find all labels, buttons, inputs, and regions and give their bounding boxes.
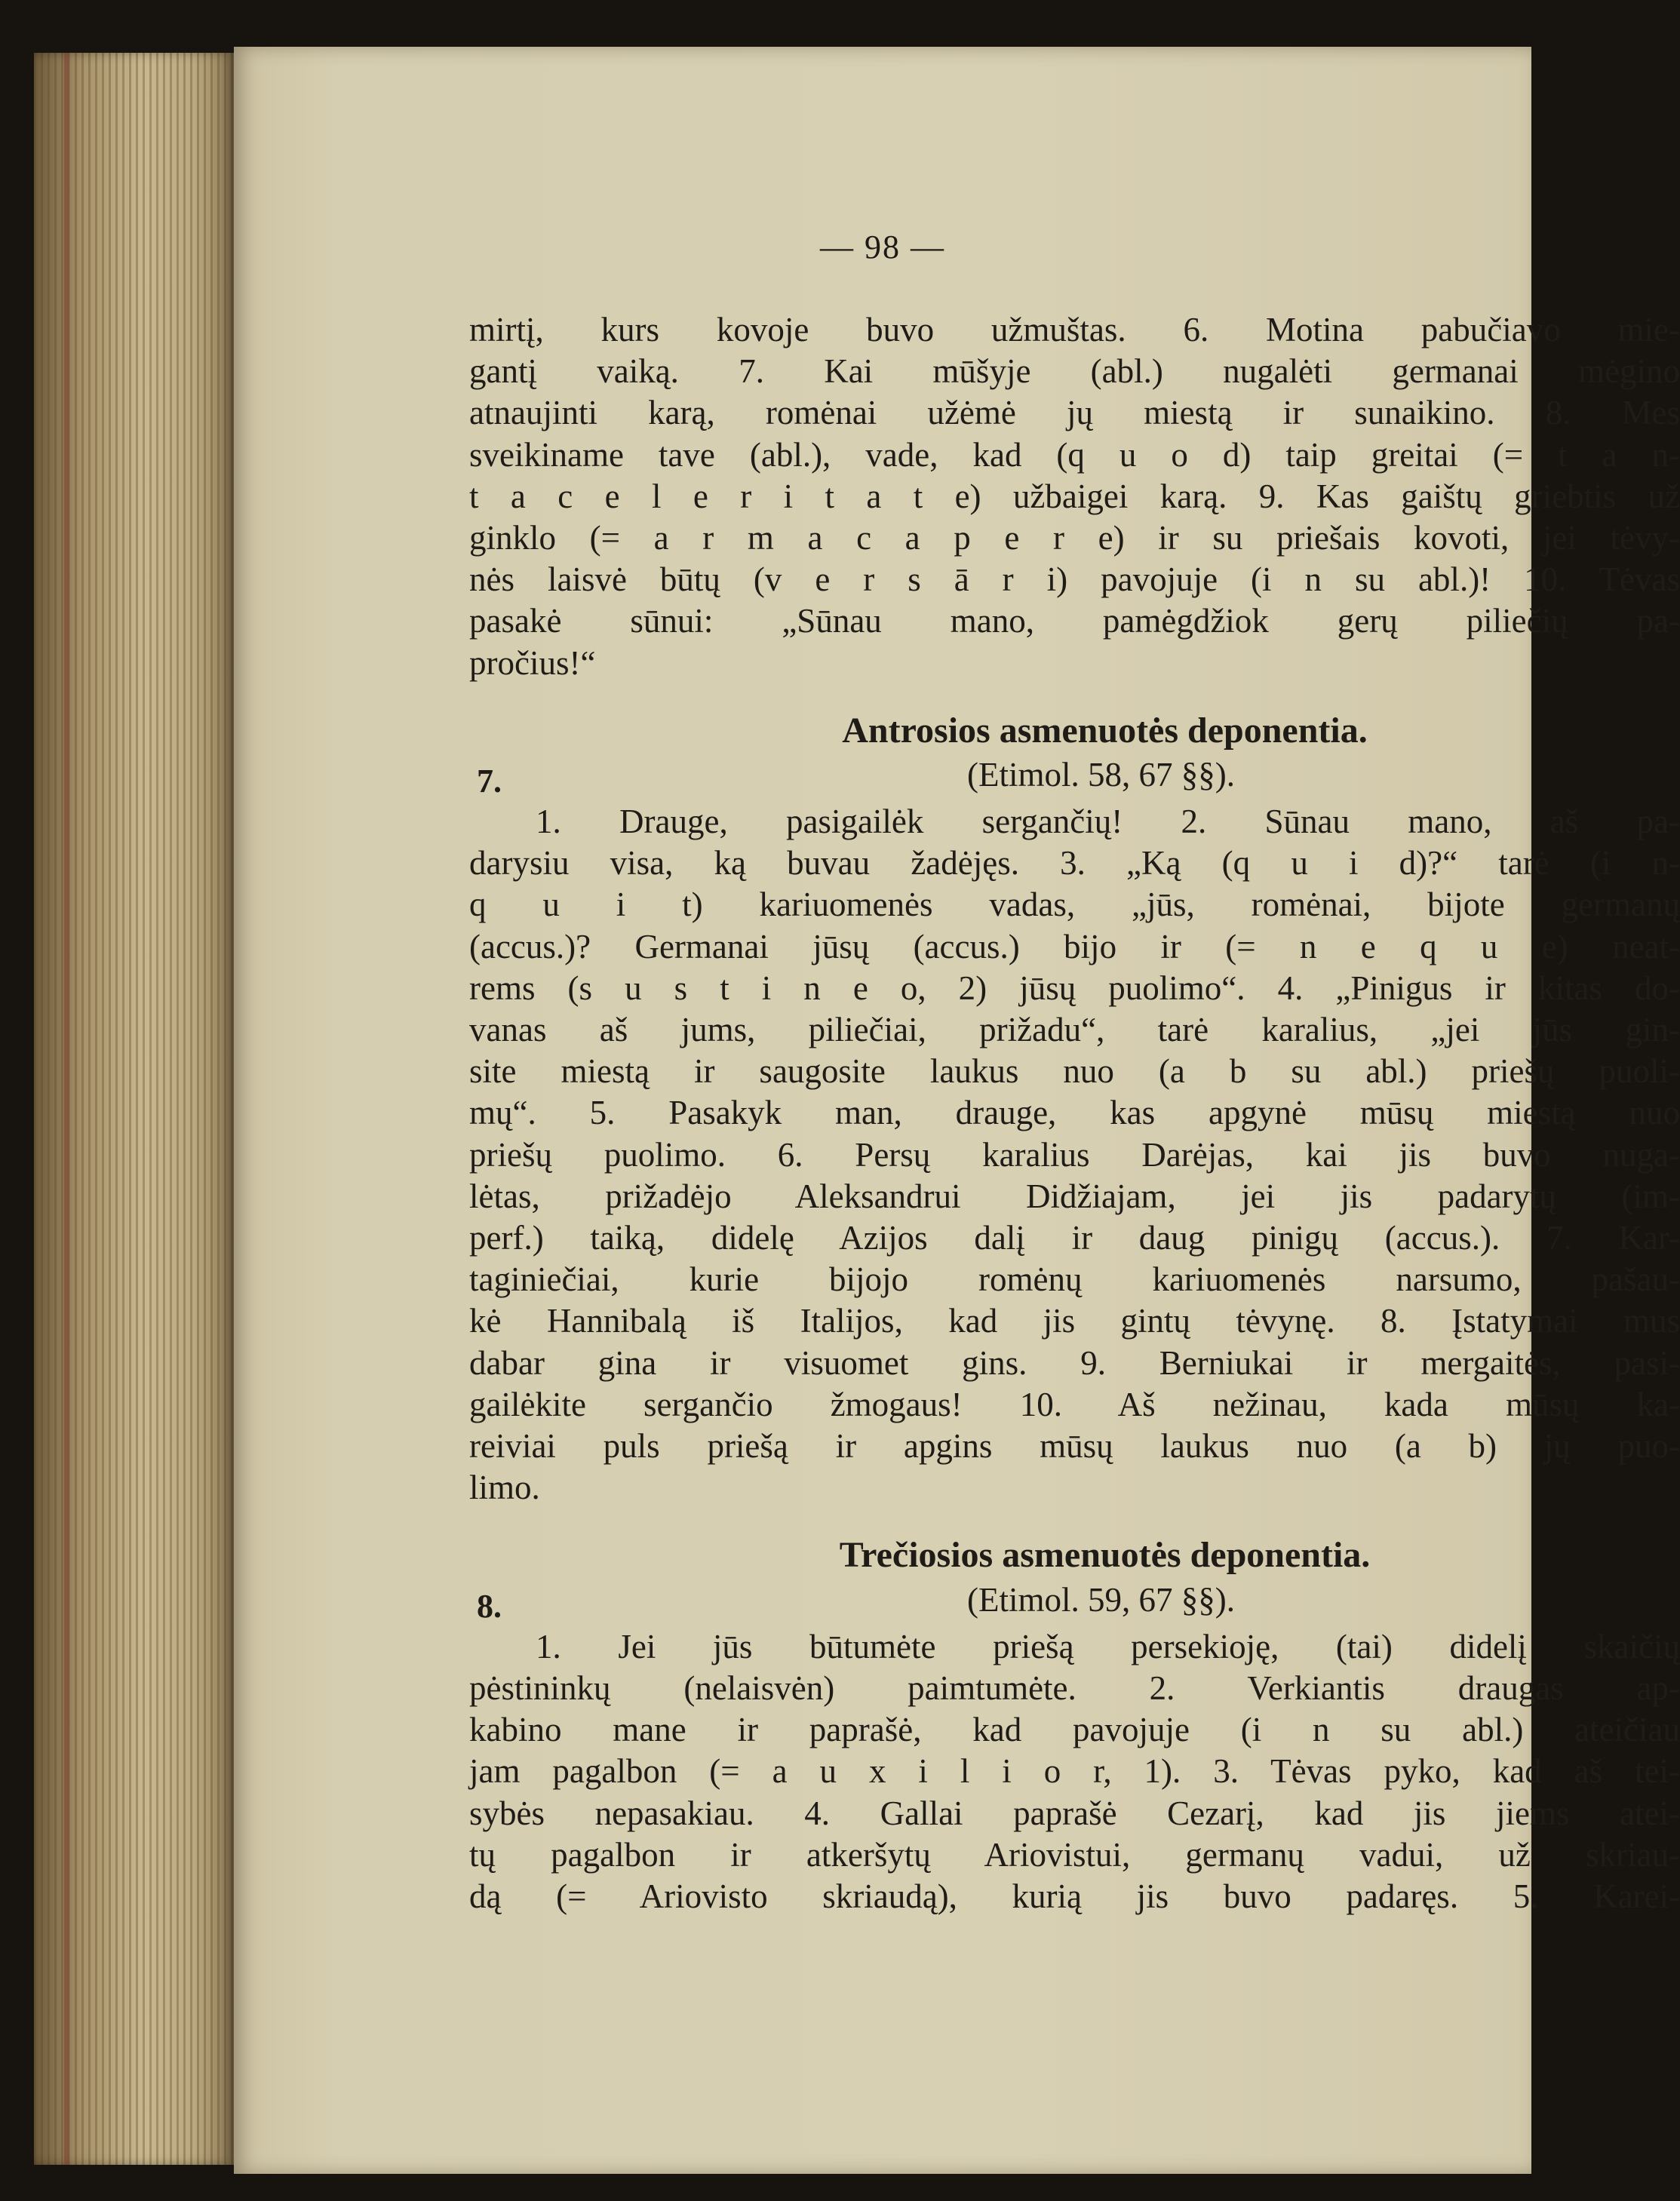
- text-line: sveikiname tave (abl.), vade, kad (q u o d) taip greitai (= t a n-: [469, 435, 1680, 474]
- section-heading: Trečiosios asmenuotės deponentia.: [839, 1535, 1371, 1576]
- text-line: atnaujinti karą, romėnai užėmė jų miestą ir sunaikino. 8. Mes: [469, 394, 1680, 432]
- text-line: kabino mane ir paprašė, kad pavojuje (i n su abl.) ateičiau: [469, 1711, 1680, 1749]
- text-line: darysiu visa, ką buvau žadėjęs. 3. „Ką (q u i d)?“ tarė (i n-: [469, 844, 1680, 883]
- text-line: vanas aš jums, piliečiai, prižadu“, tarė karalius, „jei jūs gin-: [469, 1011, 1680, 1049]
- exercise-number: 7.: [477, 763, 502, 800]
- text-line: t a c e l e r i t a t e) užbaigei karą. 9. Kas gaištų griebtis už: [469, 477, 1680, 515]
- text-line: gailėkite sergančio žmogaus! 10. Aš nežinau, kada mūsų ka-: [469, 1385, 1680, 1423]
- text-line: gantį vaiką. 7. Kai mūšyje (abl.) nugalėti germanai mėgino: [469, 352, 1680, 391]
- text-line: mų“. 5. Pasakyk man, drauge, kas apgynė mūsų miestą nuo: [469, 1094, 1680, 1132]
- text-line: sybės nepasakiau. 4. Gallai paprašė Cezarį, kad jis jiems atei-: [469, 1794, 1680, 1832]
- exercise-number: 8.: [477, 1587, 502, 1625]
- section-subheading: [469, 1579, 1680, 1626]
- etymology-reference: (Etimol. 58, 67 §§).: [967, 756, 1235, 794]
- text-line: jam pagalbon (= a u x i l i o r, 1). 3. Tėvas pyko, kad aš tei-: [469, 1752, 1680, 1791]
- text-line: pasakė sūnui: „Sūnau mano, pamėgdžiok gerų piliečių pa-: [469, 602, 1680, 640]
- exercise-section-7: [469, 710, 1680, 1509]
- text-line: mirtį, kurs kovoje buvo užmuštas. 6. Motina pabučiavo mie-: [469, 311, 1680, 348]
- text-line: tų pagalbon ir atkeršytų Ariovistui, germanų vadui, už skriau-: [469, 1835, 1680, 1874]
- text-line: reiviai puls priešą ir apgins mūsų laukus nuo (a b) jų puo-: [469, 1427, 1680, 1466]
- page-number: — 98 —: [820, 229, 945, 266]
- text-line: lėtas, prižadėjo Aleksandrui Didžiajam, jei jis padarytų (im-: [469, 1177, 1680, 1215]
- text-line: nės laisvė būtų (v e r s ā r i) pavojuje (i n su abl.)! 10. Tėvas: [469, 560, 1680, 599]
- text-line: pėstininkų (nelaisvėn) paimtumėte. 2. Verkiantis draugas ap-: [469, 1668, 1680, 1707]
- text-line: 1. Jei jūs būtumėte priešą persekioję, (tai) didelį skaičių: [536, 1627, 1680, 1665]
- text-line: (accus.)? Germanai jūsų (accus.) bijo ir (= n e q u e) neat-: [469, 927, 1680, 965]
- book-page: [234, 47, 1680, 2174]
- continuation-paragraph: [469, 309, 1680, 684]
- text-line: q u i t) kariuomenės vadas, „jūs, romėnai, bijote germanų: [469, 886, 1680, 924]
- text-line: kė Hannibalą iš Italijos, kad jis gintų tėvynę. 8. Įstatymai mus: [469, 1302, 1680, 1340]
- exercise-section-8: [469, 1534, 1680, 1917]
- text-line: site miestą ir saugosite laukus nuo (a b su abl.) priešų puoli-: [469, 1052, 1680, 1091]
- text-line: ginklo (= a r m a c a p e r e) ir su priešais kovoti, jei tėvy-: [469, 519, 1680, 557]
- text-line: taginiečiai, kurie bijojo romėnų kariuomenės narsumo, pašau-: [469, 1260, 1680, 1299]
- text-line: dabar gina ir visuomet gins. 9. Berniukai ir mergaitės, pasi-: [469, 1343, 1680, 1382]
- text-line: pročius!“: [469, 643, 596, 682]
- text-line: limo.: [469, 1469, 540, 1507]
- text-line: dą (= Ariovisto skriaudą), kurią jis buvo padaręs. 5. Karei-: [469, 1877, 1680, 1915]
- page-text: [469, 309, 1680, 1943]
- text-line: 1. Drauge, pasigailėk sergančių! 2. Sūnau mano, aš pa-: [536, 803, 1680, 841]
- text-line: rems (s u s t i n e o, 2) jūsų puolimo“. 4. „Pinigus ir kitas do-: [469, 969, 1680, 1007]
- text-line: perf.) taiką, didelę Azijos dalį ir daug pinigų (accus.). 7. Kar-: [469, 1219, 1680, 1257]
- section-heading: Antrosios asmenuotės deponentia.: [842, 710, 1368, 751]
- etymology-reference: (Etimol. 59, 67 §§).: [967, 1580, 1235, 1619]
- book-page-edges: [34, 53, 234, 2165]
- section-subheading: [469, 754, 1680, 801]
- text-line: priešų puolimo. 6. Persų karalius Darėjas, kai jis buvo nuga-: [469, 1135, 1680, 1174]
